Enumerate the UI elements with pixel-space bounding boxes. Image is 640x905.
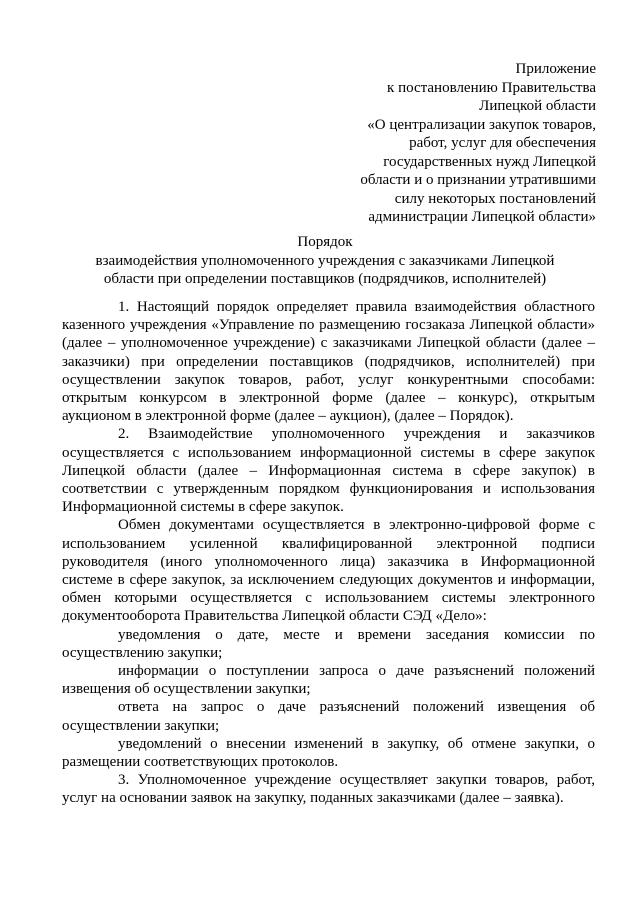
paragraph-3: 3. Уполномоченное учреждение осуществляет закупки товаров, работ, услуг на основании заявок на закупку, поданных заказчиками (далее – заявка). [62, 772, 595, 807]
document-body [62, 298, 595, 808]
paragraph-1: 1. Настоящий порядок определяет правила взаимодействия областного казенного учреждения «Управление по размещению госзаказа Липецкой области» (далее – уполномоченное учреждение) с заказчиками Липецкой области (далее – заказчики) при определении поставщиков (подрядчиков, исполнителей) при осуществлении закупок товаров, работ, услуг конкурентными способами: открытым конкурсом в электронной форме (далее – конкурс), открытым аукционом в электронной форме (далее – аукцион), (далее – Порядок). [62, 299, 595, 425]
paragraph-document-exchange: Обмен документами осуществляется в электронно-цифровой форме с использованием усиленной квалифицированной электронной подписи руководителя (иного уполномоченного лица) заказчика в Информационной системе в сфере закупок, за исключением следующих документов и информации, обмен которыми осуществляется с использованием системы электронного документооборота Правительства Липецкой области СЭД «Дело»: [62, 517, 595, 625]
document-title [60, 233, 590, 289]
list-item-request-info: информации о поступлении запроса о даче разъяснений положений извещения об осуществлении закупки; [62, 663, 595, 698]
appendix-line: Приложение [515, 61, 596, 77]
appendix-line: администрации Липецкой области» [368, 209, 596, 225]
list-item-changes: уведомлений о внесении изменений в закупку, об отмене закупки, о размещении соответствующих протоколов. [62, 735, 595, 771]
list-item-notification: уведомления о дате, месте и времени заседания комиссии по осуществлению закупки; [62, 626, 595, 661]
title-heading: Порядок [297, 234, 353, 250]
appendix-header [296, 60, 596, 227]
title-subtitle-line: области при определении поставщиков (подрядчиков, исполнителей) [103, 271, 547, 287]
appendix-line: области и о признании утратившими [360, 172, 596, 188]
appendix-line: Липецкой области [479, 98, 596, 114]
appendix-line: государственных нужд Липецкой [383, 153, 596, 170]
appendix-line: силу некоторых постановлений [394, 190, 596, 207]
title-subtitle-line: взаимодействия уполномоченного учреждения с заказчиками Липецкой [95, 252, 555, 269]
list-item-response: ответа на запрос о даче разъяснений положений извещения об осуществлении закупки; [62, 699, 595, 734]
appendix-line: работ, услуг для обеспечения [409, 135, 596, 151]
paragraph-2: 2. Взаимодействие уполномоченного учреждения и заказчиков осуществляется с использованием информационной системы в сфере закупок Липецкой области (далее – Информационная система в сфере закупок) в соответствии с утвержденным порядком функционирования и использования Информационной системы в сфере закупок. [62, 426, 595, 516]
appendix-line: «О централизации закупок товаров, [367, 116, 596, 133]
appendix-line: к постановлению Правительства [387, 79, 596, 96]
